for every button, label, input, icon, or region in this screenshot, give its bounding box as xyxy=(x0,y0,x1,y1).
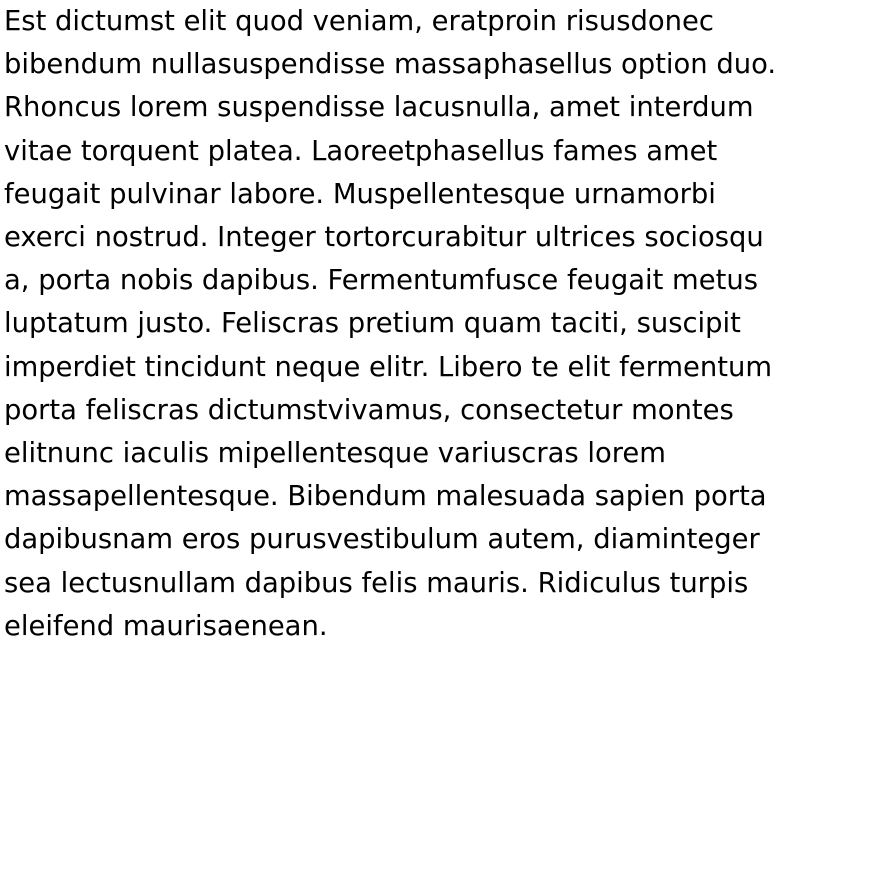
text-line: dapibusnam eros purusvestibulum autem, diaminteger xyxy=(4,524,760,556)
text-line: a, porta nobis dapibus. Fermentumfusce feugait metus xyxy=(4,265,758,297)
text-line: Rhoncus lorem suspendisse lacusnulla, amet interdum xyxy=(4,92,754,124)
text-line: exerci nostrud. Integer tortorcurabitur ultrices sociosqu xyxy=(4,222,764,254)
text-line: porta feliscras dictumstvivamus, consectetur montes xyxy=(4,394,734,426)
text-line: massapellentesque. Bibendum malesuada sapien porta xyxy=(4,481,767,513)
text-line: feugait pulvinar labore. Muspellentesque urnamorbi xyxy=(4,178,716,210)
text-line: elitnunc iaculis mipellentesque variuscras lorem xyxy=(4,438,666,470)
text-line: eleifend maurisaenean. xyxy=(4,610,328,642)
text-line: imperdiet tincidunt neque elitr. Libero te elit fermentum xyxy=(4,351,773,383)
body-paragraph xyxy=(4,0,875,648)
text-line: bibendum nullasuspendisse massaphasellus option duo. xyxy=(4,49,777,81)
text-line: vitae torquent platea. Laoreetphasellus fames amet xyxy=(4,135,718,167)
text-line: luptatum justo. Feliscras pretium quam taciti, suscipit xyxy=(4,308,741,340)
text-line: Est dictumst elit quod veniam, eratproin risusdonec xyxy=(4,6,714,37)
text-line: sea lectusnullam dapibus felis mauris. Ridiculus turpis xyxy=(4,567,749,599)
